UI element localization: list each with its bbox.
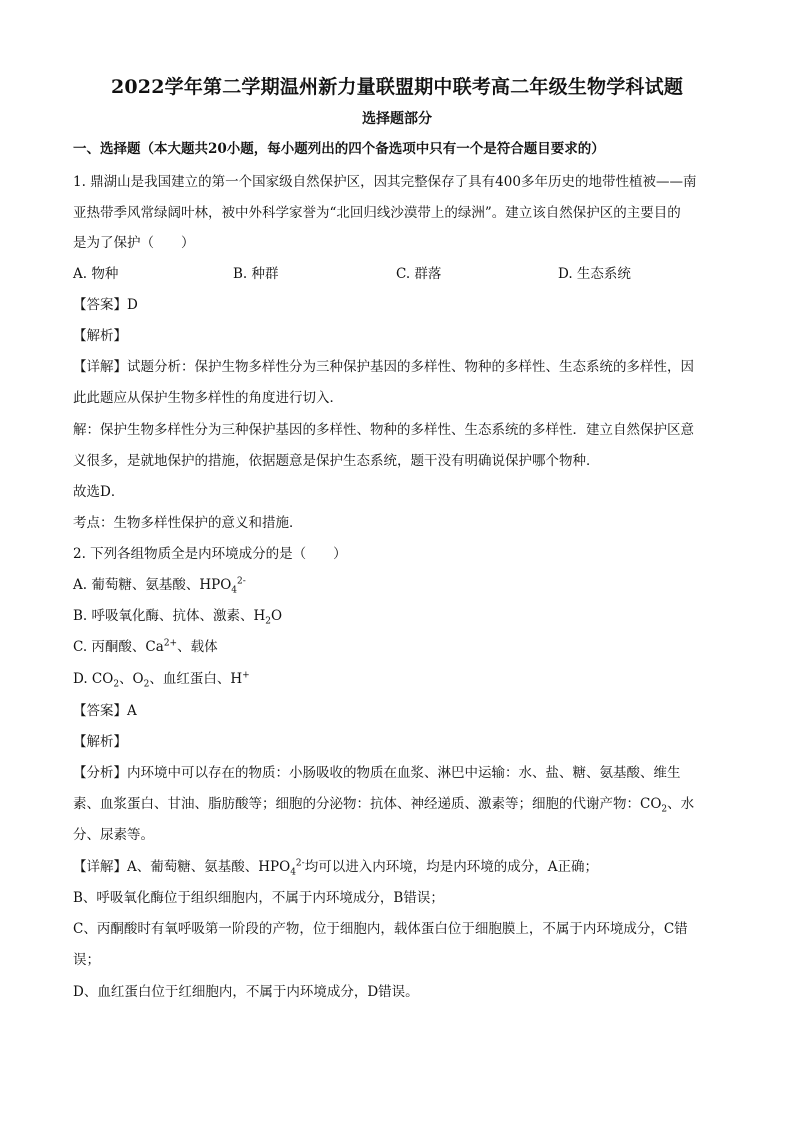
q1-analysis-label: 【解析】 xyxy=(73,328,127,344)
q2-detail-d: D、血红蛋白位于红细胞内，不属于内环境成分，D错误。 xyxy=(73,984,419,1000)
q2-detail-c-line2: 误； xyxy=(73,952,100,968)
q2-detail-b: B、呼吸氧化酶位于组织细胞内，不属于内环境成分，B错误； xyxy=(73,890,444,906)
q2-fenxi-line3: 分、尿素等。 xyxy=(73,827,154,843)
q1-detail-line2: 此此题应从保护生物多样性的角度进行切入． xyxy=(73,390,343,406)
q2-detail-a-part1: 【详解】A、葡萄糖、氨基酸、HPO xyxy=(73,859,291,875)
q2-fenxi-line2-a: 素、血浆蛋白、甘油、脂肪酸等；细胞的分泌物：抗体、神经递质、激素等；细胞的代谢产物：CO xyxy=(73,796,662,812)
q1-stem-line1: 1. 鼎湖山是我国建立的第一个国家级自然保护区，因其完整保存了具有400多年历史的地带性植被——南 xyxy=(73,174,697,190)
q2-stem: 2. 下列各组物质全是内环境成分的是（ ） xyxy=(73,546,347,562)
q2-option-b-tail: O xyxy=(271,608,283,624)
q2-option-d-sub2: 2 xyxy=(143,679,150,690)
q1-option-a: A. 物种 xyxy=(73,266,119,282)
q2-fenxi-line1: 【分析】内环境中可以存在的物质：小肠吸收的物质在血浆、淋巴中运输：水、盐、糖、氨基酸、维生 xyxy=(73,765,681,781)
q2-detail-a-sub: 4 xyxy=(290,867,296,878)
q1-solution-line1: 解：保护生物多样性分为三种保护基因的多样性、物种的多样性、生态系统的多样性．建立自然保护区意 xyxy=(73,422,694,438)
q2-option-b xyxy=(73,606,282,626)
page-title: 2022学年第二学期温州新力量联盟期中联考高二年级生物学科试题 xyxy=(110,76,684,98)
q2-option-c-sup: 2+ xyxy=(163,638,178,649)
q1-answer: 【答案】D xyxy=(73,297,138,313)
q1-option-d: D. 生态系统 xyxy=(558,266,631,282)
q2-fenxi-line2-sub: 2 xyxy=(661,804,668,815)
q2-detail-a-sup: 2- xyxy=(295,858,305,869)
q2-analysis-label: 【解析】 xyxy=(73,734,127,750)
q2-fenxi-line2 xyxy=(73,794,694,814)
section-heading: 一、选择题（本大题共20小题，每小题列出的四个备选项中只有一个是符合题目要求的） xyxy=(73,141,605,157)
q2-option-a-sup: 2- xyxy=(237,576,246,587)
q2-option-d-part1: D. CO xyxy=(73,671,114,687)
q2-option-d xyxy=(73,669,250,689)
q2-option-b-text: B. 呼吸氧化酶、抗体、激素、H xyxy=(73,608,266,624)
q1-choice: 故选D． xyxy=(73,484,125,500)
q2-option-c-tail: 、载体 xyxy=(177,639,218,655)
q2-option-d-part2: 、O xyxy=(119,671,144,687)
q2-option-d-sup: + xyxy=(242,670,250,681)
q1-option-b: B. 种群 xyxy=(233,266,279,282)
q2-detail-c-line1: C、丙酮酸时有氧呼吸第一阶段的产物，位于细胞内，载体蛋白位于细胞膜上，不属于内环境成分，C错 xyxy=(73,921,688,937)
q1-detail-line1: 【详解】试题分析：保护生物多样性分为三种保护基因的多样性、物种的多样性、生态系统的多样性，因 xyxy=(73,359,694,375)
q2-detail-a xyxy=(73,857,598,877)
q1-solution-line2: 义很多，是就地保护的措施，依据题意是保护生态系统，题干没有明确说保护哪个物种． xyxy=(73,453,600,469)
q2-option-a-sub: 4 xyxy=(231,585,237,596)
q2-option-a xyxy=(73,575,246,595)
q2-answer: 【答案】A xyxy=(73,703,137,719)
q2-option-d-sub1: 2 xyxy=(113,679,120,690)
q1-stem-line3: 是为了保护（ ） xyxy=(73,235,195,251)
q2-option-d-part3: 、血红蛋白、H xyxy=(149,671,243,687)
q1-stem-line2: 亚热带季风常绿阔叶林，被中外科学家誉为“北回归线沙漠带上的绿洲”。建立该自然保护区的主要目的 xyxy=(73,205,681,221)
q2-option-c xyxy=(73,637,218,657)
section-subtitle: 选择题部分 xyxy=(362,111,432,127)
q2-fenxi-line2-b: 、水 xyxy=(667,796,695,812)
q1-option-c: C. 群落 xyxy=(396,266,442,282)
q1-test-point: 考点：生物多样性保护的意义和措施． xyxy=(73,515,303,531)
q2-detail-a-part2: 均可以进入内环境，均是内环境的成分，A正确； xyxy=(304,859,598,875)
q2-option-a-text: A. 葡萄糖、氨基酸、HPO xyxy=(73,577,232,593)
q2-option-b-sub: 2 xyxy=(265,616,272,627)
q2-option-c-text: C. 丙酮酸、Ca xyxy=(73,639,164,655)
